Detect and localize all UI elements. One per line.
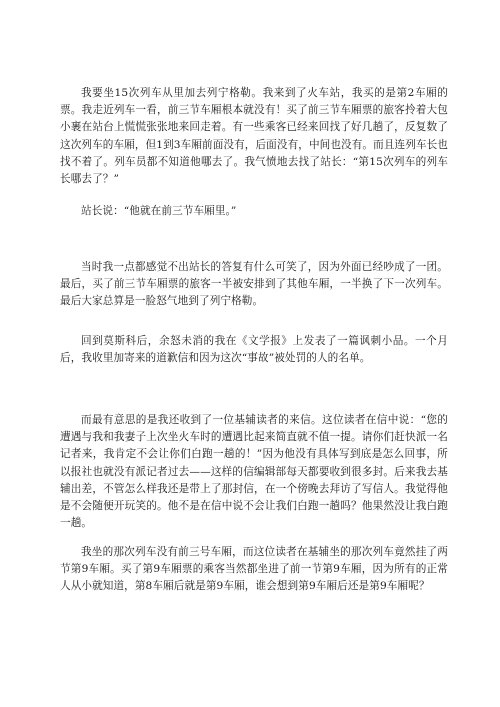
paragraph-stationmaster-reply: 站长说：“他就在前三节车厢里。”: [81, 205, 237, 217]
paragraph-two-ninth-cars: 我坐的那次列车没有前三号车厢，而这位读者在基辅坐的那次列车竟然挂了两节第9车厢。买了第9车厢票的乘客当然都坐进了前一节第9车厢，因为所有的正常人从小就知道，第8车厢后就是第9车厢，谁会想到第9车厢后还是第9车厢呢？: [60, 546, 448, 593]
paragraph-train-story: 我要坐15次列车从里加去列宁格勒。我来到了火车站，我买的是第2车厢的票。我走近列车一看，前三节车厢根本就没有！买了前三节车厢票的旅客拎着大包小裹在站台上慌慌张张地来回走着。有一些乘客已经来回找了好几趟了，反复数了这次列车的车厢，但1到3车厢前面没有，后面没有，中间也没有。而且连列车长也找不着了。列车员都不知道他哪去了。我气愤地去找了站长：“第15次列车的列车长哪去了？”: [60, 87, 448, 186]
paragraph-kiev-reader-letter: 而最有意思的是我还收到了一位基辅读者的来信。这位读者在信中说：“您的遭遇与我和我妻子上次坐火车时的遭遇比起来简直就不值一提。请你们赶快派一名记者来，我肯定不会让你们白跑一趟的！”因为他没有具体写到底是怎么回事，所以报社也就没有派记者过去——这样的信编辑部每天都要收到很多封。后来我去基辅出差，不管怎么样我还是带上了那封信，在一个傍晚去拜访了写信人。我觉得他是不会随便开玩笑的。他不是在信中说不会让我们白跑一趟吗？他果然没让我白跑一趟。: [60, 414, 449, 530]
paragraph-arrival-leningrad: 当时我一点都感觉不出站长的答复有什么可笑了，因为外面已经吵成了一团。最后，买了前三节车厢票的旅客一半被安排到了其他车厢，一半换了下一次列车。最后大家总算是一脸怒气地到了列宁格勒。: [60, 261, 448, 308]
paragraph-satire-article: 回到莫斯科后，余怒未消的我在《文学报》上发表了一篇讽刺小品。一个月后，我收里加寄来的道歉信和因为这次“事故”被处罚的人的名单。: [60, 335, 448, 365]
